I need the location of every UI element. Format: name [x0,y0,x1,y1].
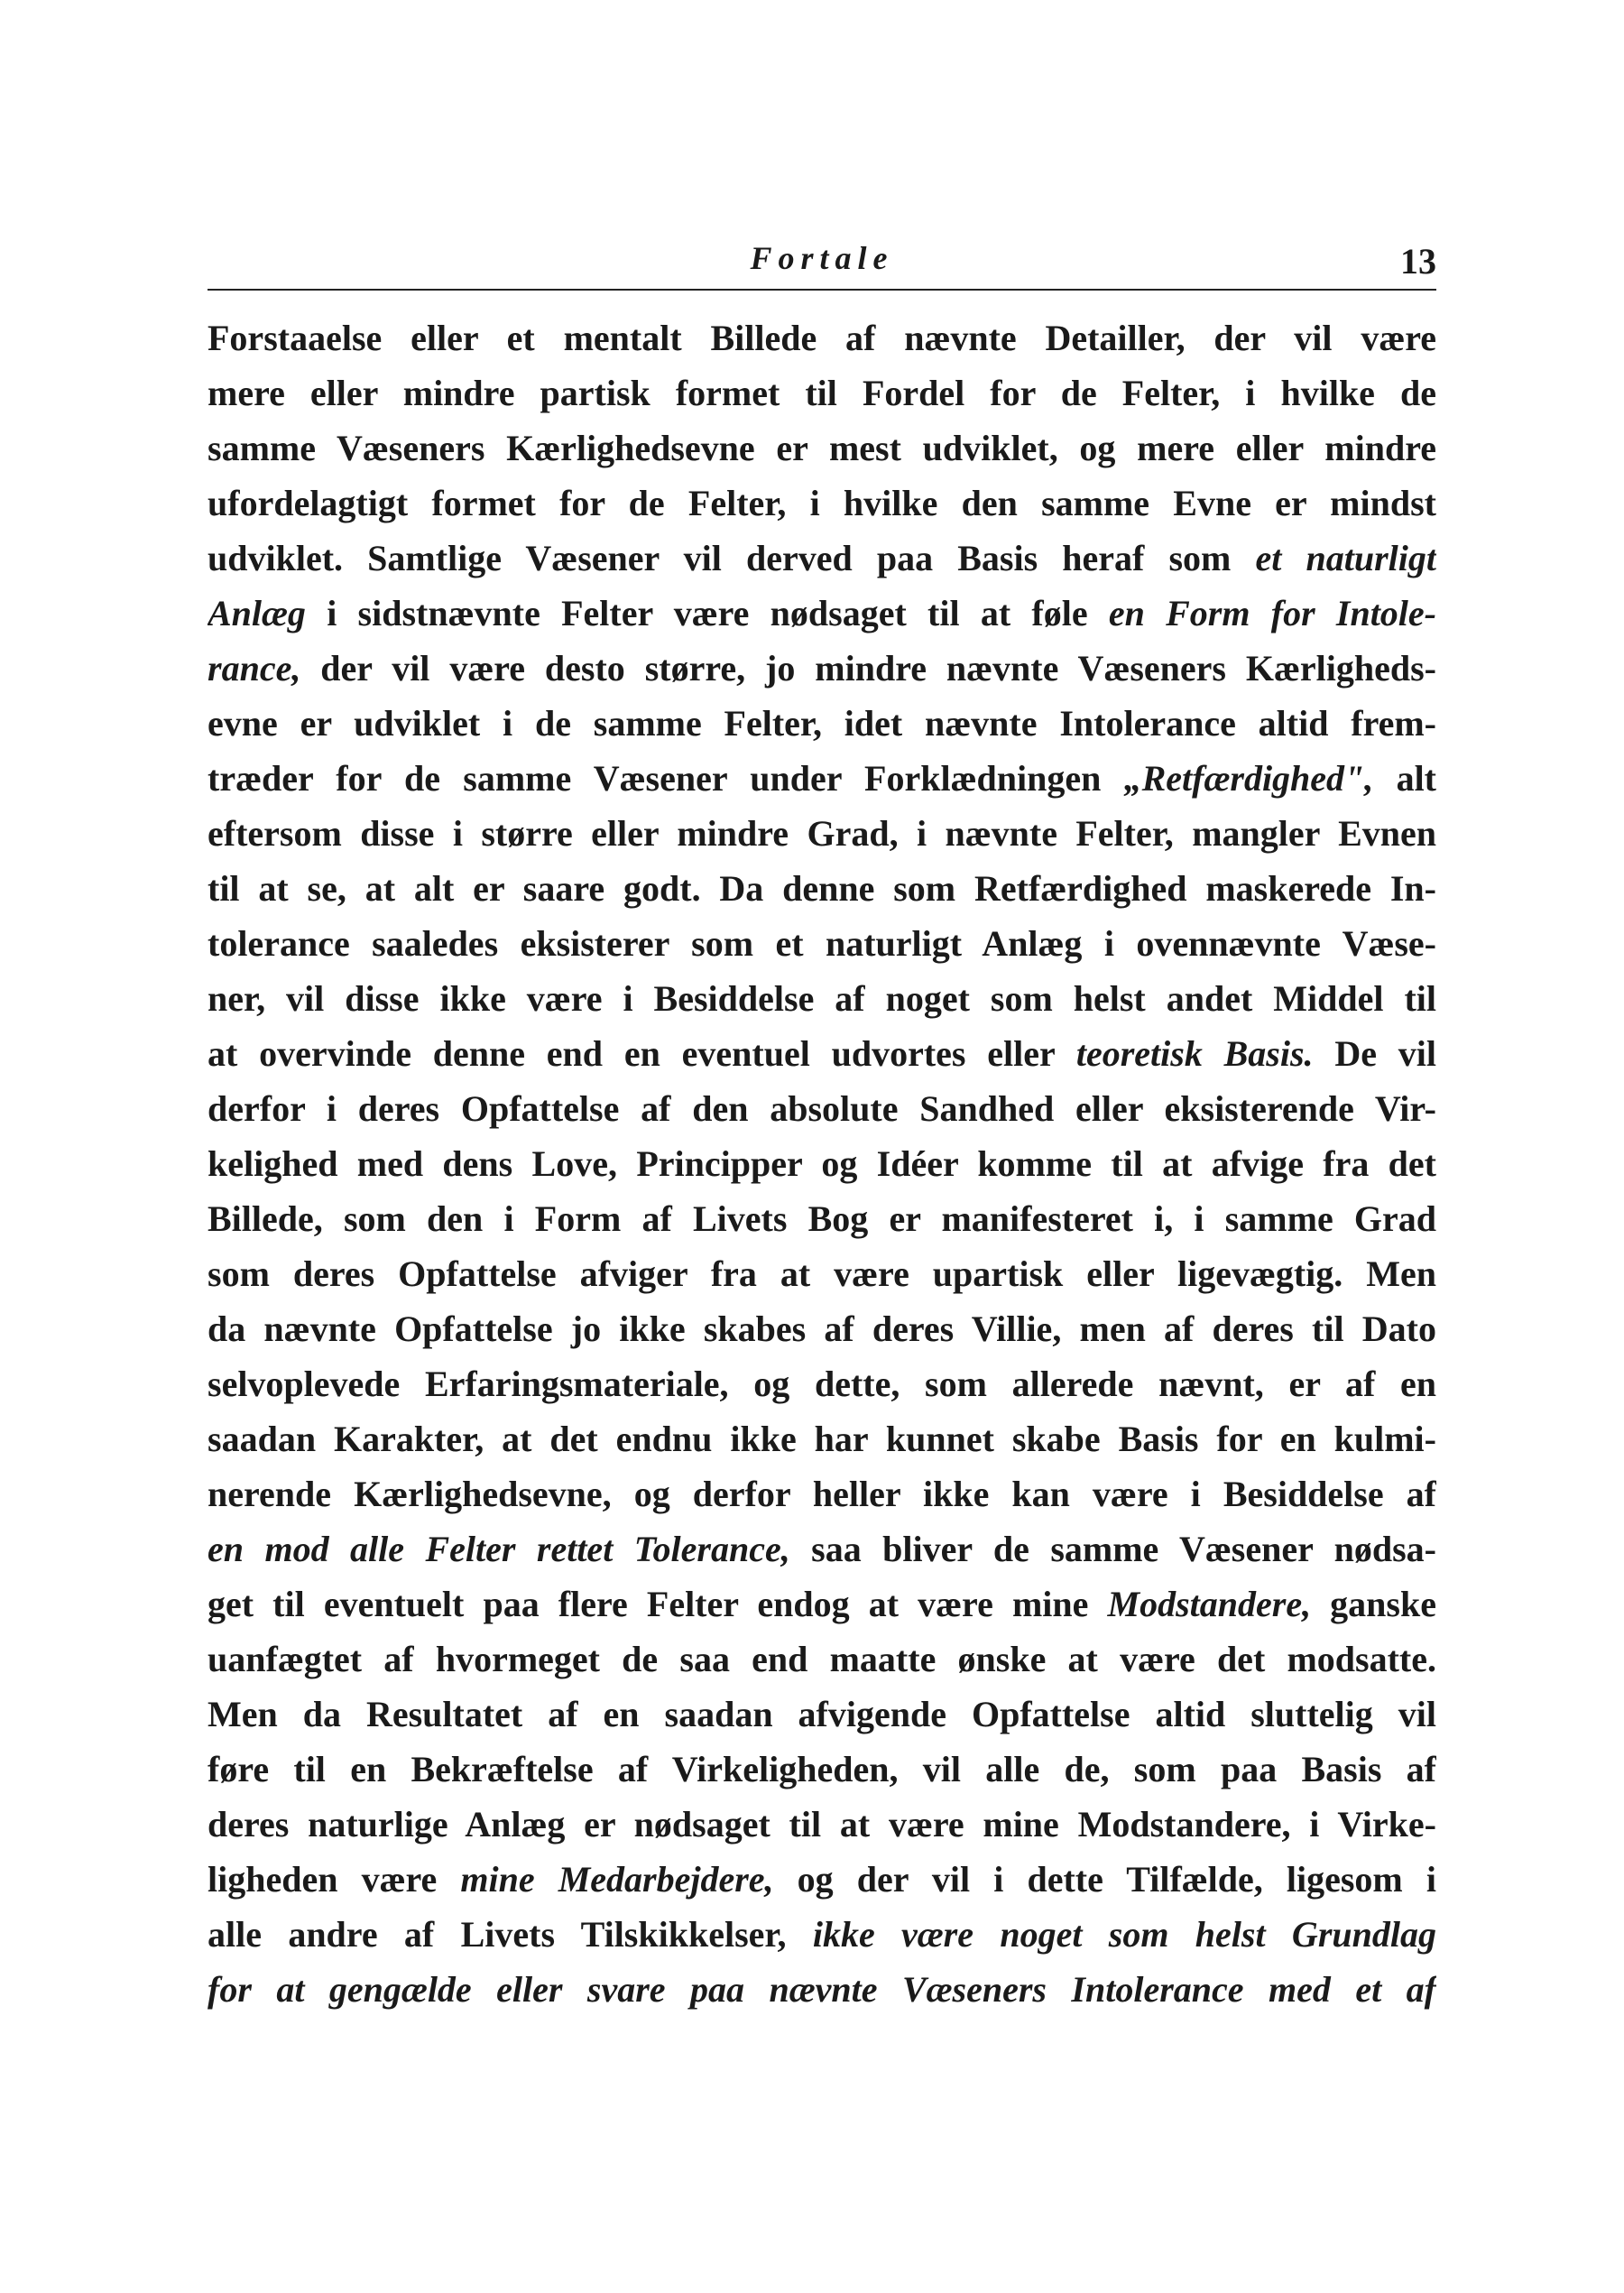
text-segment: ligheden være [208,1859,461,1900]
text-segment: saadan Karakter, at det endnu ikke har kunnet skabe Basis for en kulmi- [208,1419,1436,1459]
text-segment: eftersom disse i større eller mindre Grad, i nævnte Felter, mangler Evnen [208,813,1436,854]
text-segment: uanfægtet af hvormeget de saa end maatte ønske at være det modsatte. [208,1639,1436,1679]
text-line [208,1742,1436,1797]
text-line [208,971,1436,1026]
text-segment: get til eventuelt paa flere Felter endog at være mine [208,1584,1108,1624]
text-segment: deres naturlige Anlæg er nødsaget til at være mine Modstandere, i Virke- [208,1804,1436,1845]
text-segment: alle andre af Livets Tilskikkelser, [208,1914,813,1955]
text-line [208,1136,1436,1191]
text-segment: at overvinde denne end en eventuel udvortes eller [208,1033,1076,1074]
text-line [208,1466,1436,1521]
text-line [208,1632,1436,1687]
text-line [208,861,1436,916]
text-segment: kelighed med dens Love, Principper og Idéer komme til at afvige fra det [208,1143,1436,1184]
text-line [208,310,1436,365]
italic-text-segment: „Retfærdighed", [1123,758,1374,799]
text-line [208,1191,1436,1246]
text-segment: ner, vil disse ikke være i Besiddelse af noget som helst andet Middel til [208,978,1436,1019]
text-segment: og der vil i dette Tilfælde, ligesom i [773,1859,1436,1900]
italic-text-segment: teoretisk Basis. [1075,1033,1314,1074]
text-line [208,916,1436,971]
text-line [208,1521,1436,1576]
text-segment: til at se, at alt er saare godt. Da denne som Retfærdighed maskerede In- [208,868,1436,909]
book-page [208,226,1436,2017]
text-line [208,1081,1436,1136]
text-segment: ganske [1311,1584,1436,1624]
text-segment: samme Væseners Kærlighedsevne er mest udviklet, og mere eller mindre [208,428,1436,468]
italic-text-segment: ikke være noget som helst Grundlag [812,1914,1436,1955]
text-segment: der vil være desto større, jo mindre nævnte Væseners Kærligheds- [300,648,1436,689]
text-line [208,1356,1436,1411]
text-line [208,1687,1436,1742]
italic-text-segment: mine Medarbejdere, [460,1859,774,1900]
text-line [208,1411,1436,1466]
text-segment: Billede, som den i Form af Livets Bog er manifesteret i, i samme Grad [208,1198,1436,1239]
running-header [208,226,1436,291]
text-segment: træder for de samme Væsener under Forklædningen [208,758,1124,799]
text-line [208,696,1436,751]
text-segment: selvoplevede Erfaringsmateriale, og dette, som allerede nævnt, er af en [208,1364,1436,1404]
text-line [208,1797,1436,1852]
text-segment: udviklet. Samtlige Væsener vil derved paa Basis heraf som [208,538,1256,578]
text-segment: evne er udviklet i de samme Felter, idet nævnte Intolerance altid frem- [208,703,1436,744]
italic-text-segment: en Form for Intole- [1108,593,1436,633]
text-segment: alt [1373,758,1436,799]
text-segment: De vil [1313,1033,1436,1074]
text-segment: føre til en Bekræftelse af Virkeligheden, vil alle de, som paa Basis af [208,1749,1436,1789]
text-line [208,586,1436,641]
text-segment: derfor i deres Opfattelse af den absolute Sandhed eller eksisterende Vir- [208,1088,1436,1129]
text-line [208,1026,1436,1081]
text-segment: tolerance saaledes eksisterer som et naturligt Anlæg i ovennævnte Væse- [208,923,1436,964]
text-line [208,421,1436,476]
text-segment: saa bliver de samme Væsener nødsa- [789,1529,1436,1569]
text-line [208,1246,1436,1301]
text-line [208,476,1436,531]
text-line [208,531,1436,586]
text-line [208,806,1436,861]
text-line [208,1962,1436,2017]
text-segment: da nævnte Opfattelse jo ikke skabes af deres Villie, men af deres til Dato [208,1308,1436,1349]
italic-text-segment: Anlæg [208,593,306,633]
text-line [208,1852,1436,1907]
text-segment: nerende Kærlighedsevne, og derfor heller ikke kan være i Besiddelse af [208,1474,1436,1514]
text-segment: Men da Resultatet af en saadan afvigende Opfattelse altid sluttelig vil [208,1694,1436,1734]
body-text [208,310,1436,2017]
italic-text-segment: et naturligt [1255,538,1436,578]
italic-text-segment: for at gengælde eller svare paa nævnte Væseners Intolerance med et af [208,1969,1436,2010]
italic-text-segment: Modstandere, [1107,1584,1312,1624]
page-number: 13 [1400,241,1436,282]
text-segment: i sidstnævnte Felter være nødsaget til at føle [305,593,1109,633]
text-segment: ufordelagtigt formet for de Felter, i hvilke den samme Evne er mindst [208,483,1436,523]
running-title: Fortale [750,240,894,276]
text-line [208,365,1436,421]
italic-text-segment: en mod alle Felter rettet Tolerance, [208,1529,790,1569]
italic-text-segment: rance, [208,648,301,689]
text-segment: mere eller mindre partisk formet til Fordel for de Felter, i hvilke de [208,373,1436,413]
text-line [208,1907,1436,1962]
text-segment: Forstaaelse eller et mentalt Billede af nævnte Detailler, der vil være [208,318,1436,358]
text-line [208,1576,1436,1632]
text-segment: som deres Opfattelse afviger fra at være upartisk eller ligevægtig. Men [208,1253,1436,1294]
text-line [208,1301,1436,1356]
text-line [208,751,1436,806]
text-line [208,641,1436,696]
